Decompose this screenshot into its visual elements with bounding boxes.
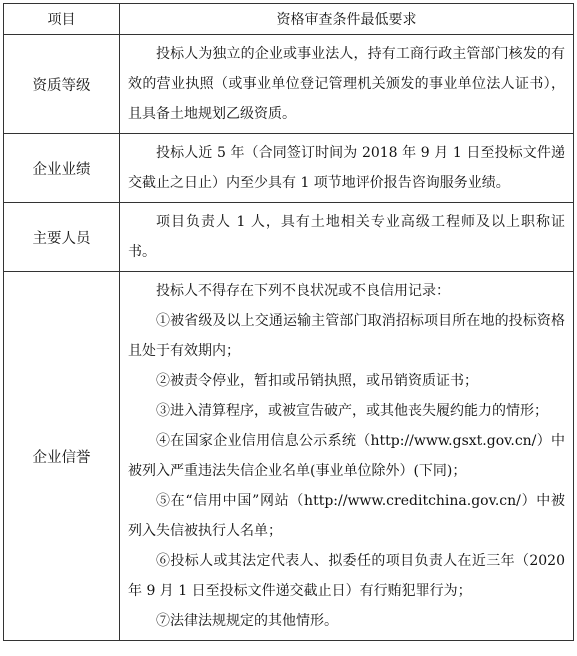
requirement-clause-2: ②被责令停业，暂扣或吊销执照，或吊销资质证书； <box>156 373 478 389</box>
requirement-intro: 投标人不得存在下列不良状况或不良信用记录： <box>156 283 450 299</box>
row-item-label: 企业信誉 <box>4 272 120 641</box>
table-row-credit <box>4 272 574 641</box>
header-requirement: 资格审查条件最低要求 <box>120 4 574 35</box>
requirement-clause-3: ③进入清算程序，或被宣告破产，或其他丧失履约能力的情形； <box>156 403 548 419</box>
requirement-clause-1: ①被省级及以上交通运输主管部门取消招标项目所在地的投标资格且处于有效期内； <box>128 313 565 359</box>
requirement-text: 投标人为独立的企业或事业法人，持有工商行政主管部门核发的有效的营业执照（或事业单位登记管理机关颁发的事业单位法人证书），且具备土地规划乙级资质。 <box>128 46 565 122</box>
header-item: 项目 <box>4 4 120 35</box>
row-item-label: 企业业绩 <box>4 134 120 203</box>
row-item-label: 主要人员 <box>4 203 120 272</box>
requirement-clause-4: ④在国家企业信用信息公示系统（http://www.gsxt.gov.cn/）中被列入严重违法失信企业名单(事业单位除外）(下同)； <box>128 433 565 479</box>
requirement-clause-7: ⑦法律法规规定的其他情形。 <box>156 613 338 629</box>
qualification-table <box>3 3 574 641</box>
table-row-qualification-grade <box>4 35 574 134</box>
requirement-text: 投标人近 5 年（合同签订时间为 2018 年 9 月 1 日至投标文件递交截止之日止）内至少具有 1 项节地评价报告咨询服务业绩。 <box>128 145 565 191</box>
table-header-row <box>4 4 574 35</box>
requirement-clause-6: ⑥投标人或其法定代表人、拟委任的项目负责人在近三年（2020 年 9 月 1 日至投标文件递交截止日）有行贿犯罪行为； <box>128 553 565 599</box>
row-requirement <box>120 134 574 203</box>
requirement-text: 项目负责人 1 人，具有土地相关专业高级工程师及以上职称证书。 <box>128 214 565 260</box>
row-requirement <box>120 203 574 272</box>
table-row-key-personnel <box>4 203 574 272</box>
row-requirement <box>120 272 574 641</box>
requirement-clause-5: ⑤在“信用中国”网站（http://www.creditchina.gov.cn/）中被列入失信被执行人名单； <box>128 493 565 539</box>
row-requirement <box>120 35 574 134</box>
table-row-performance <box>4 134 574 203</box>
row-item-label: 资质等级 <box>4 35 120 134</box>
